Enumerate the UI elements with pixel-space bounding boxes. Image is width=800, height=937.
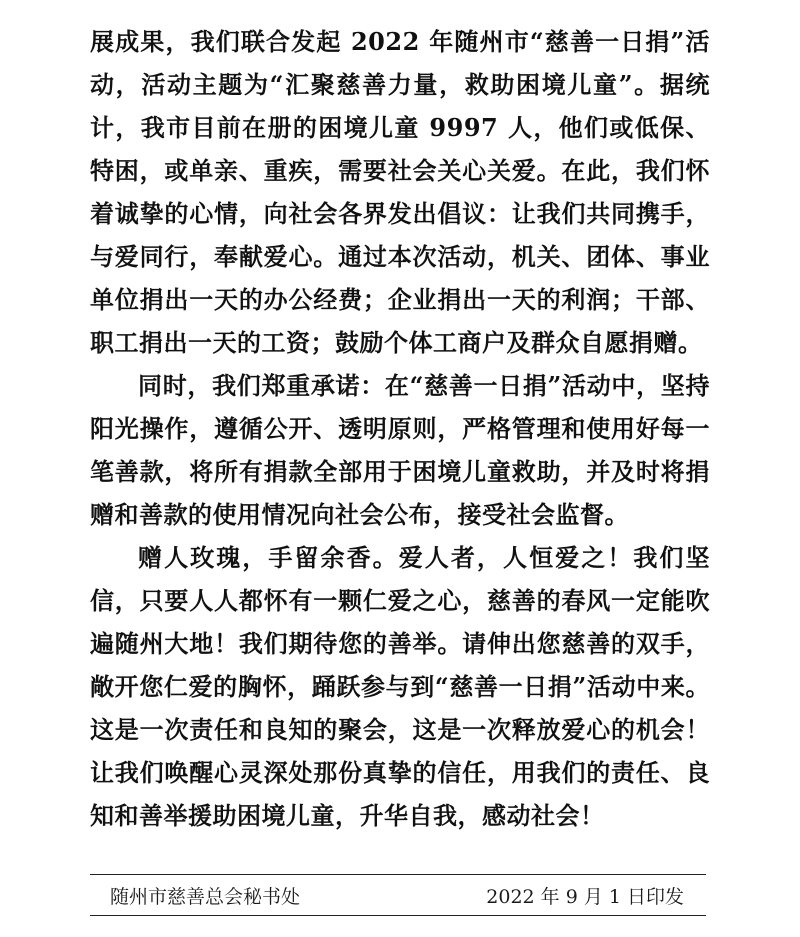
- paragraph-2: 同时，我们郑重承诺：在“慈善一日捐”活动中，坚持阳光操作，遵循公开、透明原则，严格管理和使用好每一笔善款，将所有捐款全部用于困境儿童救助，并及时将捐赠和善款的使用情况向社会公布，接受社会监督。: [90, 371, 710, 529]
- paragraph-1: 展成果，我们联合发起 2022 年随州市“慈善一日捐”活动，活动主题为“汇聚慈善力量，救助困境儿童”。据统计，我市目前在册的困境儿童 9997 人，他们或低保、特困，或单亲、重疾，需要社会关心关爱。在此，我们怀着诚挚的心情，向社会各界发出倡议：让我们共同携手，与爱同行，奉献爱心。通过本次活动，机关、团体、事业单位捐出一天的办公经费；企业捐出一天的利润；干部、职工捐出一天的工资；鼓励个体工商户及群众自愿捐赠。: [90, 27, 710, 357]
- footer-issuer: 随州市慈善总会秘书处: [110, 885, 301, 908]
- footer-date: 2022 年 9 月 1 日印发: [486, 885, 684, 908]
- paragraph-3: 赠人玫瑰，手留余香。爱人者，人恒爱之！我们坚信，只要人人都怀有一颗仁爱之心，慈善的春风一定能吹遍随州大地！我们期待您的善举。请伸出您慈善的双手，敞开您仁爱的胸怀，踊跃参与到“慈善一日捐”活动中来。这是一次责任和良知的聚会，这是一次释放爱心的机会！让我们唤醒心灵深处那份真挚的信任，用我们的责任、良知和善举援助困境儿童，升华自我，感动社会！: [90, 543, 710, 830]
- document-body: [90, 20, 710, 837]
- document-footer: [90, 874, 706, 916]
